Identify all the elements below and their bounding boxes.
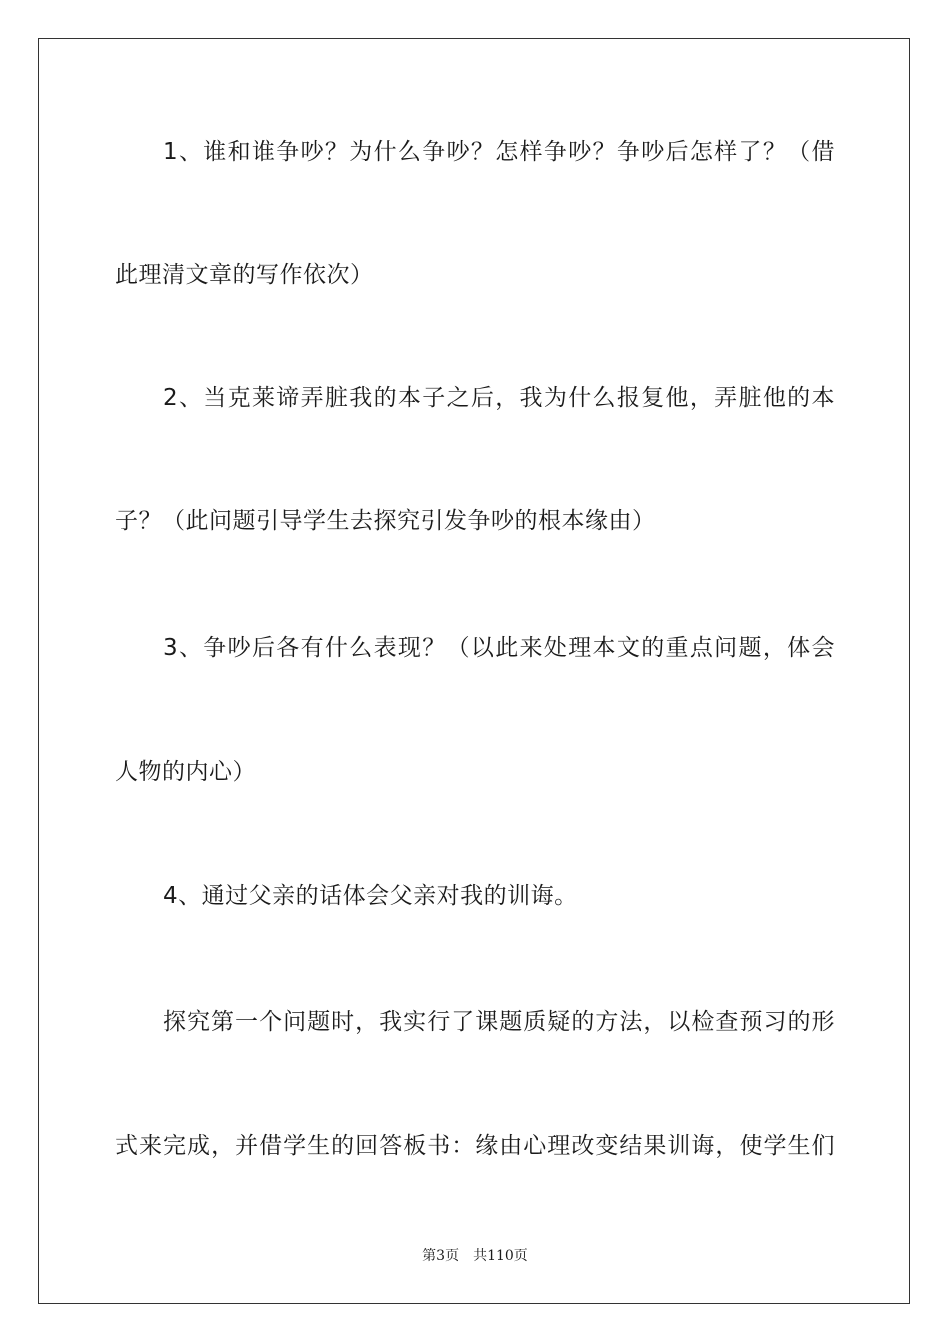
paragraph-5-line-1: 探究第一个问题时，我实行了课题质疑的方法，以检查预习的形	[163, 1009, 835, 1035]
paragraph-5-line-2: 式来完成，并借学生的回答板书：缘由心理改变结果训诲，使学生们	[115, 1133, 835, 1159]
paragraph-2-line-2: 子？（此问题引导学生去探究引发争吵的根本缘由）	[115, 508, 656, 534]
paragraph-2-line-1: 2、当克莱谛弄脏我的本子之后，我为什么报复他，弄脏他的本	[163, 385, 835, 411]
paragraph-3-line-1: 3、争吵后各有什么表现？（以此来处理本文的重点问题，体会	[163, 635, 835, 661]
paragraph-3-line-2: 人物的内心）	[115, 759, 256, 785]
paragraph-4-line-1: 4、通过父亲的话体会父亲对我的训诲。	[163, 883, 578, 909]
paragraph-1-line-1: 1、谁和谁争吵？为什么争吵？怎样争吵？争吵后怎样了？（借	[163, 139, 835, 165]
page-border	[38, 38, 910, 1304]
page-number-footer: 第3页 共110页	[422, 1248, 528, 1264]
paragraph-1-line-2: 此理清文章的写作依次）	[115, 262, 374, 288]
